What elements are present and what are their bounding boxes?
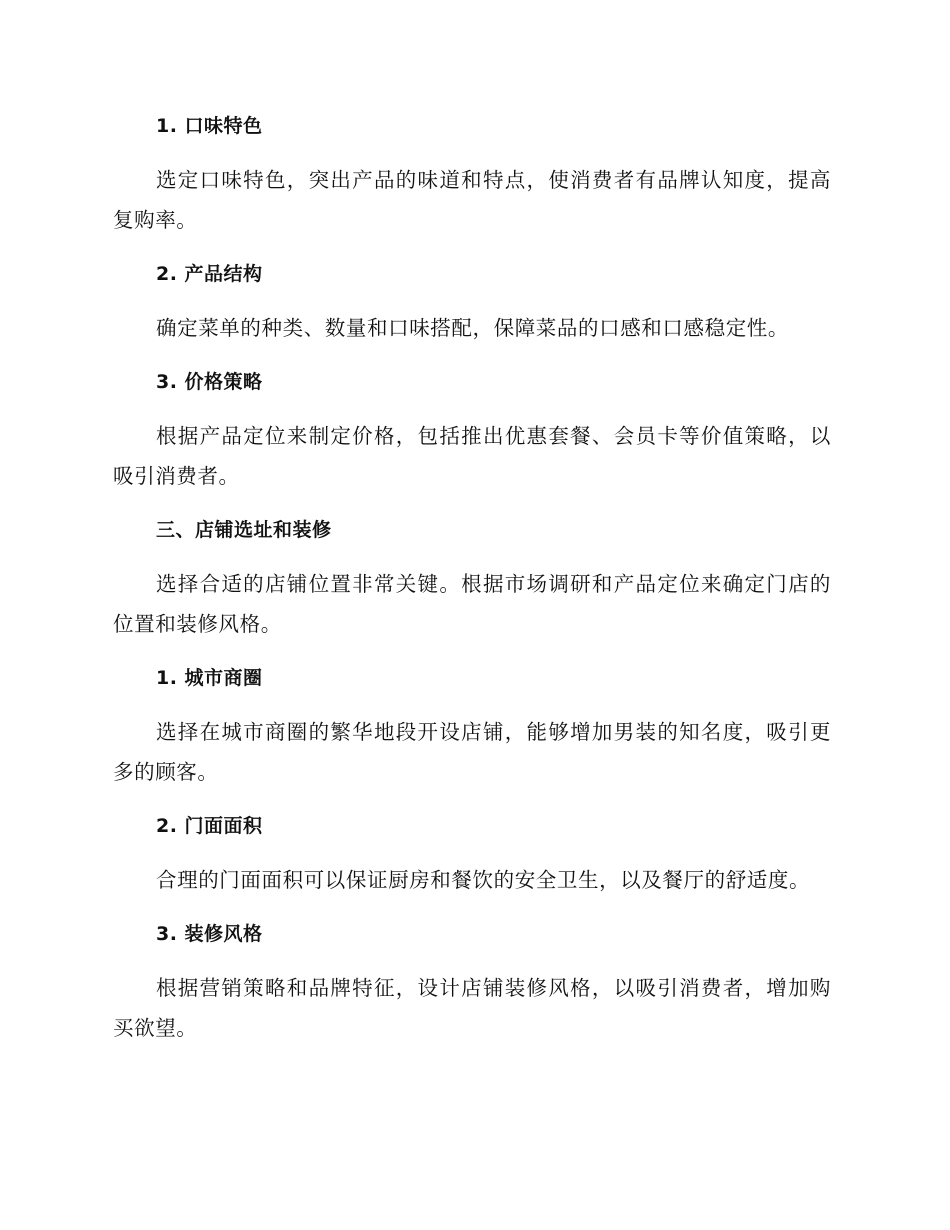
document-page xyxy=(113,108,831,1064)
paragraph-taste: 选定口味特色，突出产品的味道和特点，使消费者有品牌认知度，提高复购率。 xyxy=(113,168,831,232)
paragraph-city-district: 选择在城市商圈的繁华地段开设店铺，能够增加男装的知名度，吸引更多的顾客。 xyxy=(113,720,831,784)
paragraph-pricing: 根据产品定位来制定价格，包括推出优惠套餐、会员卡等价值策略，以吸引消费者。 xyxy=(113,424,831,488)
section-heading-storefront-area: 2. 门面面积 xyxy=(156,815,263,837)
section-heading-pricing: 3. 价格策略 xyxy=(156,371,263,393)
section-heading-product-structure: 2. 产品结构 xyxy=(156,263,263,285)
paragraph-store-location: 选择合适的店铺位置非常关键。根据市场调研和产品定位来确定门店的位置和装修风格。 xyxy=(113,572,831,636)
section-heading-store-location: 三、店铺选址和装修 xyxy=(156,519,332,541)
section-heading-city-district: 1. 城市商圈 xyxy=(156,667,263,689)
section-heading-decoration-style: 3. 装修风格 xyxy=(156,923,263,945)
paragraph-storefront-area: 合理的门面面积可以保证厨房和餐饮的安全卫生，以及餐厅的舒适度。 xyxy=(156,868,811,892)
paragraph-product-structure: 确定菜单的种类、数量和口味搭配，保障菜品的口感和口感稳定性。 xyxy=(156,316,789,340)
paragraph-decoration-style: 根据营销策略和品牌特征，设计店铺装修风格，以吸引消费者，增加购买欲望。 xyxy=(113,976,831,1040)
section-heading-taste: 1. 口味特色 xyxy=(156,115,263,137)
